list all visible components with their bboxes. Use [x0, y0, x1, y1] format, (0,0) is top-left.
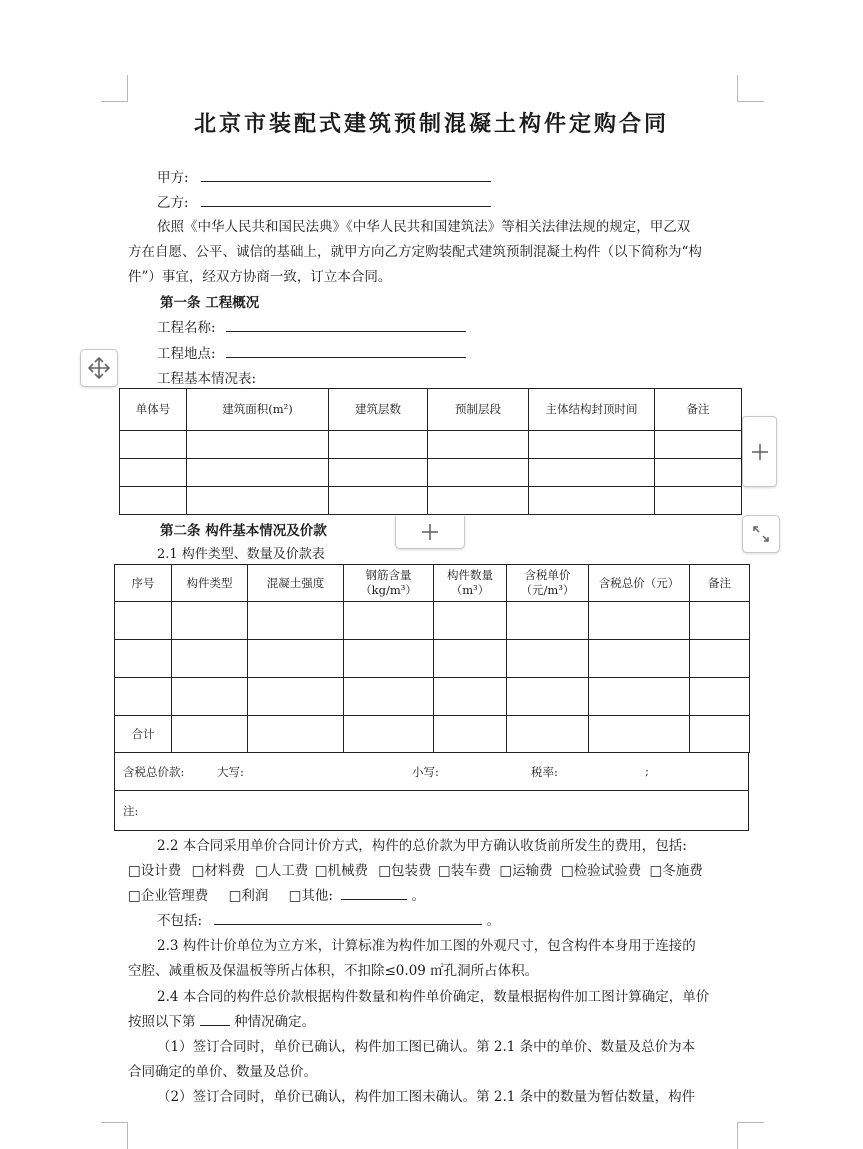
table-cell[interactable] [115, 602, 172, 640]
table-cell[interactable] [115, 678, 172, 716]
party-a-blank[interactable] [201, 168, 491, 182]
table-cell[interactable] [344, 640, 434, 678]
table-cell[interactable] [187, 431, 329, 459]
other-fee-blank[interactable] [341, 886, 407, 900]
project-location-line [157, 342, 466, 362]
table-cell[interactable] [434, 602, 507, 640]
table-cell[interactable] [329, 431, 428, 459]
table-cell[interactable] [690, 716, 750, 753]
total-row [115, 716, 750, 753]
table-cell[interactable] [120, 459, 187, 487]
table-row [115, 678, 750, 716]
options-end: 。 [411, 888, 426, 904]
table-cell[interactable] [248, 602, 344, 640]
table-header: 含税单价 （元/m³） [507, 565, 589, 602]
table-row [115, 602, 750, 640]
article1-heading: 第一条 工程概况 [160, 295, 260, 311]
project-table-label: 工程基本情况表: [157, 371, 257, 387]
page-corner-mark [101, 1122, 128, 1149]
table-header: 含税总价（元） [589, 565, 690, 602]
article2-heading: 第二条 构件基本情况及价款 [160, 523, 327, 539]
note-box [114, 790, 749, 831]
table-cell[interactable] [529, 431, 655, 459]
table-row [120, 459, 742, 487]
table-cell[interactable] [428, 487, 529, 515]
table-cell[interactable] [120, 487, 187, 515]
fee-options-row [128, 884, 425, 904]
lowercase-label[interactable]: 小写: [412, 765, 439, 779]
option-design-fee[interactable]: □设计费 [128, 863, 182, 879]
option-labor-fee[interactable]: □人工费 [255, 863, 309, 879]
case-2: （2）签订合同时，单价已确认，构件加工图未确认。第 2.1 条中的数量为暂估数量，构件 [157, 1089, 696, 1105]
table-cell[interactable] [172, 716, 248, 753]
table-cell[interactable] [529, 487, 655, 515]
intro-line: 件”）事宜，经双方协商一致，订立本合同。 [128, 269, 392, 285]
table-cell[interactable] [655, 431, 742, 459]
option-management-fee[interactable]: □企业管理费 [128, 888, 209, 904]
table-cell[interactable] [115, 640, 172, 678]
table-header: 建筑层数 [329, 389, 428, 431]
clause-2-2: 2.2 本合同采用单价合同计价方式，构件的总价款为甲方确认收货前所发生的费用，包括: [157, 838, 687, 854]
component-price-table [114, 564, 750, 753]
table-cell[interactable] [248, 640, 344, 678]
option-machinery-fee[interactable]: □机械费 [314, 863, 368, 879]
tax-rate-label[interactable]: 税率: [531, 765, 558, 779]
party-b-label: 乙方: [157, 195, 189, 211]
excluded-blank[interactable] [214, 911, 482, 925]
table-cell[interactable] [248, 678, 344, 716]
article2-sub1: 2.1 构件类型、数量及价款表 [157, 547, 325, 562]
table-cell[interactable] [434, 640, 507, 678]
table-cell[interactable] [507, 716, 589, 753]
page-corner-mark [737, 75, 764, 102]
option-loading-fee[interactable]: □装车费 [437, 863, 492, 879]
party-a-label: 甲方: [157, 170, 189, 186]
table-row [120, 487, 742, 515]
case-number-blank[interactable] [200, 1012, 230, 1026]
excluded-line [157, 909, 500, 929]
excluded-end: 。 [486, 913, 501, 929]
option-transport-fee[interactable]: □运输费 [499, 863, 553, 879]
table-cell[interactable] [507, 602, 589, 640]
party-a-line [157, 166, 491, 186]
table-cell[interactable] [329, 487, 428, 515]
intro-line: 方在自愿、公平、诚信的基础上，就甲方向乙方定购装配式建筑预制混凝土构件（以下简称为“构 [128, 244, 702, 260]
table-header: 备注 [655, 389, 742, 431]
project-info-table [119, 388, 742, 515]
tax-separator: ; [645, 764, 649, 778]
resize-table-handle[interactable] [742, 515, 780, 553]
case-1: 合同确定的单价、数量及总价。 [128, 1064, 317, 1080]
table-header: 混凝土强度 [248, 565, 344, 602]
table-header: 钢筋含量 （kg/m³） [344, 565, 434, 602]
project-name-line [157, 316, 466, 336]
table-header: 备注 [690, 565, 750, 602]
option-other[interactable]: □其他: [288, 888, 333, 904]
table-header: 构件类型 [172, 565, 248, 602]
document-title: 北京市装配式建筑预制混凝土构件定购合同 [193, 111, 669, 137]
excluded-label: 不包括: [157, 913, 203, 929]
table-cell[interactable] [172, 678, 248, 716]
table-cell[interactable] [507, 678, 589, 716]
intro-line: 依照《中华人民共和国民法典》《中华人民共和国建筑法》等相关法律法规的规定，甲乙双 [157, 219, 691, 235]
total-price-label: 含税总价款: [123, 765, 185, 779]
table-header: 单体号 [120, 389, 187, 431]
uppercase-label[interactable]: 大写: [217, 765, 244, 779]
table-cell[interactable] [690, 640, 750, 678]
table-cell[interactable] [690, 602, 750, 640]
table-cell[interactable] [589, 602, 690, 640]
table-row [120, 431, 742, 459]
table-row [115, 640, 750, 678]
case-1: （1）签订合同时，单价已确认，构件加工图已确认。第 2.1 条中的单价、数量及总价为本 [157, 1039, 696, 1055]
table-cell[interactable] [655, 487, 742, 515]
clause-2-4 [128, 1010, 315, 1030]
clause-2-3: 空腔、减重板及保温板等所占体积，不扣除≤0.09 ㎡孔洞所占体积。 [128, 963, 539, 979]
page-corner-mark [737, 1122, 764, 1149]
table-cell[interactable] [344, 678, 434, 716]
table-cell[interactable] [248, 716, 344, 753]
table-cell[interactable] [589, 640, 690, 678]
plus-icon [421, 523, 439, 541]
table-cell[interactable] [120, 431, 187, 459]
table-cell[interactable] [434, 678, 507, 716]
move-table-handle[interactable] [80, 349, 118, 387]
table-header: 预制层段 [428, 389, 529, 431]
table-header: 主体结构封顶时间 [529, 389, 655, 431]
clause-2-4-pre: 按照以下第 [128, 1014, 196, 1030]
table-cell[interactable] [589, 678, 690, 716]
table-cell[interactable] [329, 459, 428, 487]
note-label[interactable]: 注: [123, 804, 139, 818]
option-inspection-fee[interactable]: □检验试验费 [560, 863, 642, 879]
project-location-label: 工程地点: [157, 346, 216, 362]
fee-options-row [128, 859, 703, 879]
clause-2-4: 2.4 本合同的构件总价款根据构件数量和构件单价确定，数量根据构件加工图计算确定，单价 [157, 989, 710, 1005]
option-packaging-fee[interactable]: □包装费 [378, 863, 432, 879]
table-cell[interactable] [187, 487, 329, 515]
table-cell[interactable] [690, 678, 750, 716]
table-header: 构件数量 （m³） [434, 565, 507, 602]
table-header: 建筑面积(m²) [187, 389, 329, 431]
table-cell[interactable] [428, 431, 529, 459]
table-header: 序号 [115, 565, 172, 602]
add-column-button[interactable] [742, 416, 777, 487]
plus-icon [751, 443, 769, 461]
clause-2-3: 2.3 构件计价单位为立方米，计算标准为构件加工图的外观尺寸，包含构件本身用于连接的 [157, 938, 696, 954]
table-cell[interactable] [187, 459, 329, 487]
option-material-fee[interactable]: □材料费 [191, 863, 245, 879]
clause-2-4-post: 种情况确定。 [234, 1014, 316, 1030]
project-name-label: 工程名称: [157, 320, 216, 336]
total-row-label: 合计 [115, 716, 172, 753]
option-winter-fee[interactable]: □冬施费 [649, 863, 703, 879]
table-cell[interactable] [428, 459, 529, 487]
project-name-blank[interactable] [226, 318, 466, 332]
page-corner-mark [101, 75, 128, 102]
party-b-blank[interactable] [201, 193, 491, 207]
move-arrows-icon [86, 355, 112, 381]
table-cell[interactable] [344, 602, 434, 640]
table-cell[interactable] [589, 716, 690, 753]
table-cell[interactable] [172, 602, 248, 640]
add-row-button[interactable] [395, 516, 465, 549]
total-price-box [114, 752, 749, 791]
table-cell[interactable] [507, 640, 589, 678]
table-cell[interactable] [529, 459, 655, 487]
table-cell[interactable] [434, 716, 507, 753]
table-cell[interactable] [172, 640, 248, 678]
table-cell[interactable] [344, 716, 434, 753]
project-location-blank[interactable] [226, 344, 466, 358]
option-profit[interactable]: □利润 [228, 888, 269, 904]
table-cell[interactable] [655, 459, 742, 487]
party-b-line [157, 191, 491, 211]
resize-diagonal-icon [750, 523, 772, 545]
